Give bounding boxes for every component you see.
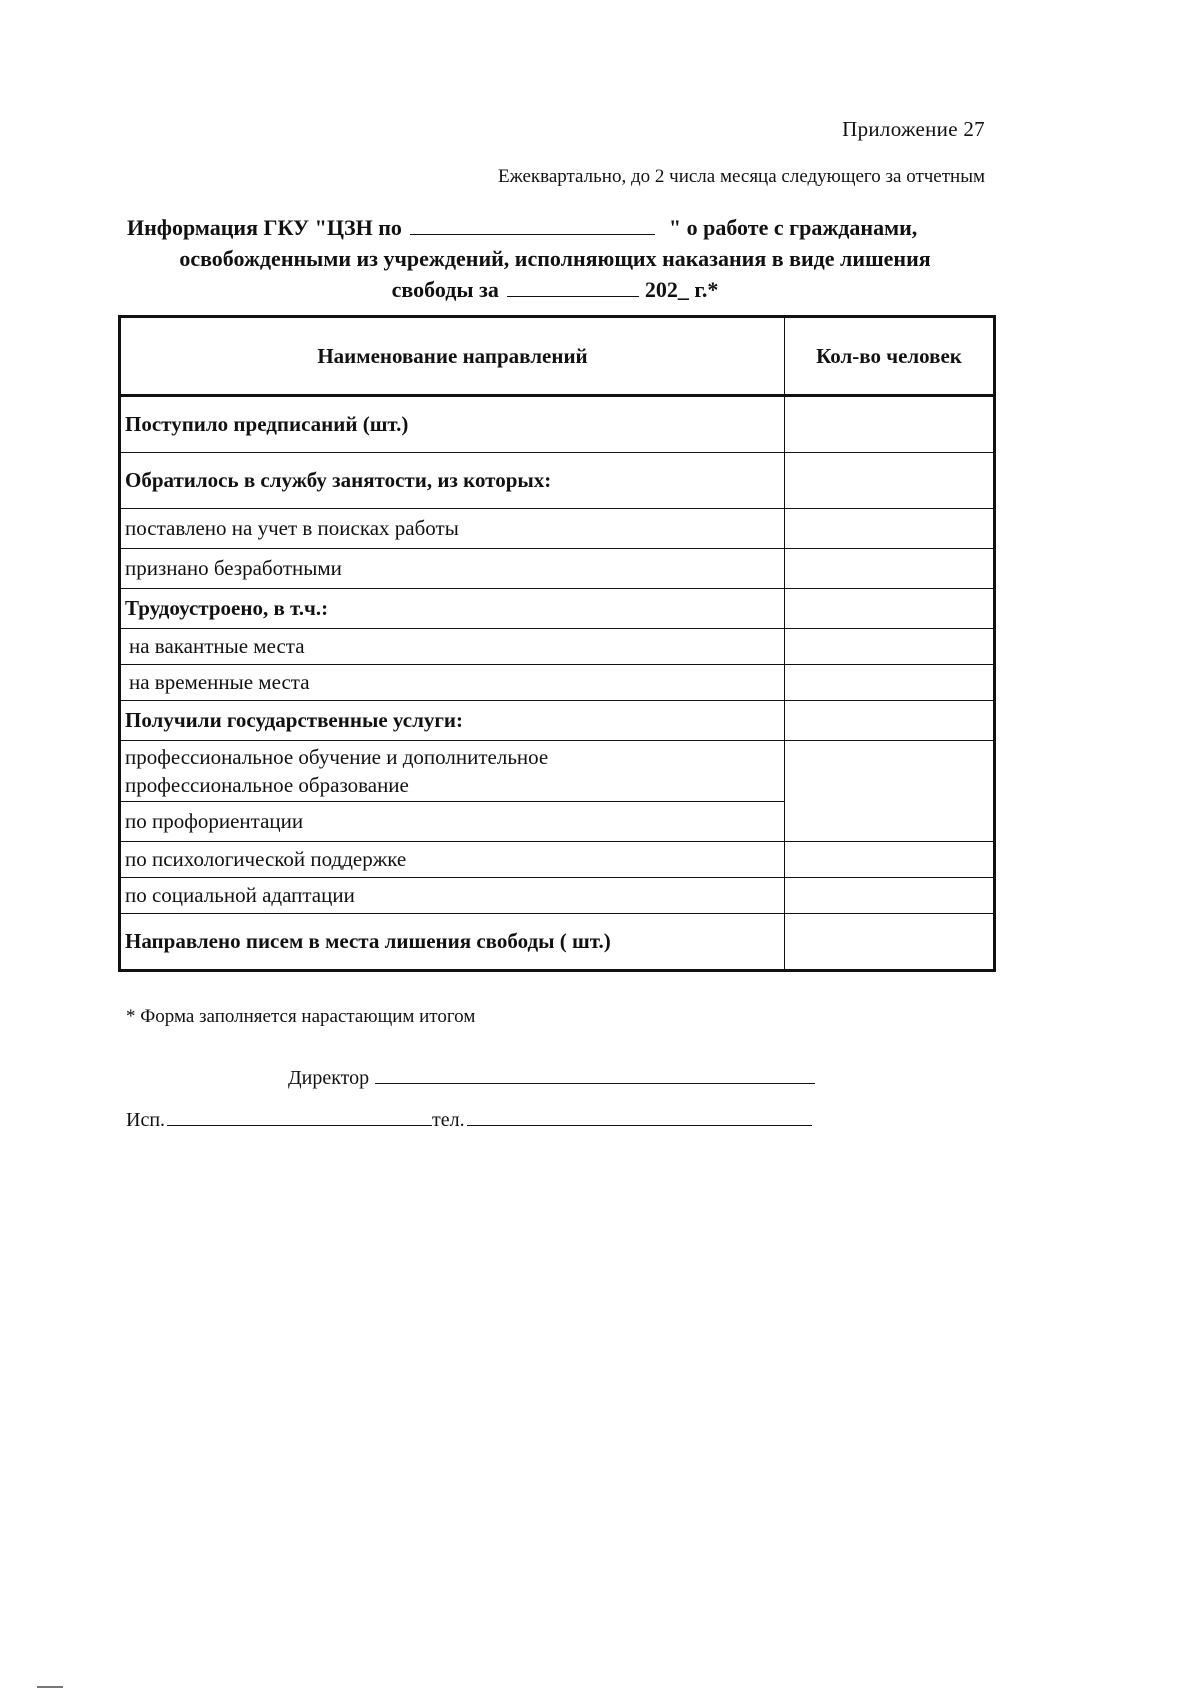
row-label: поставлено на учет в поисках работы	[120, 509, 785, 549]
table-row	[120, 629, 995, 665]
title-line-3-end: 202_ г.*	[644, 277, 719, 302]
count-cell[interactable]	[785, 842, 995, 878]
row-label: по психологической поддержке	[120, 842, 785, 878]
report-table	[118, 315, 996, 972]
director-signature-field[interactable]	[375, 1065, 815, 1084]
organization-blank-field[interactable]	[410, 216, 655, 235]
row-label: Получили государственные услуги:	[120, 701, 785, 741]
phone-field[interactable]	[467, 1107, 812, 1126]
title-line-3-start: свободы за	[391, 277, 499, 302]
row-label-line-2: профессиональное образование	[125, 773, 409, 797]
phone-label: тел.	[432, 1109, 465, 1131]
count-cell[interactable]	[785, 509, 995, 549]
table-row	[120, 509, 995, 549]
scan-mark	[37, 1686, 63, 1688]
table-header-row	[120, 317, 995, 396]
count-cell[interactable]	[785, 665, 995, 701]
count-cell[interactable]	[785, 589, 995, 629]
count-cell[interactable]	[785, 549, 995, 589]
table-row	[120, 549, 995, 589]
row-label: по профориентации	[120, 802, 785, 842]
table-row	[120, 842, 995, 878]
footnote: * Форма заполняется нарастающим итогом	[126, 1006, 476, 1027]
document-title	[115, 212, 995, 305]
column-header-count: Кол-во человек	[785, 317, 995, 396]
count-cell[interactable]	[785, 396, 995, 453]
column-header-name: Наименование направлений	[120, 317, 785, 396]
count-cell[interactable]	[785, 701, 995, 741]
row-label: признано безработными	[120, 549, 785, 589]
row-label-line-1: профессиональное обучение и дополнительное	[125, 745, 549, 769]
table-row	[120, 453, 995, 509]
table-row	[120, 396, 995, 453]
submission-periodicity: Ежеквартально, до 2 числа месяца следующего за отчетным	[497, 166, 985, 187]
table-row	[120, 701, 995, 741]
table-row	[120, 914, 995, 971]
period-blank-field[interactable]	[507, 278, 639, 297]
director-signature-line	[288, 1065, 815, 1090]
table-row	[120, 665, 995, 701]
count-cell[interactable]	[785, 453, 995, 509]
table-row	[120, 589, 995, 629]
table-row	[120, 741, 995, 802]
row-label: на временные места	[120, 665, 785, 701]
count-cell[interactable]	[785, 878, 995, 914]
executor-name-field[interactable]	[167, 1107, 432, 1126]
appendix-number: Приложение 27	[842, 117, 985, 141]
count-cell[interactable]	[785, 741, 995, 842]
director-label: Директор	[288, 1067, 370, 1089]
count-cell[interactable]	[785, 914, 995, 971]
title-line-1	[115, 212, 995, 243]
table-row	[120, 878, 995, 914]
row-label: на вакантные места	[120, 629, 785, 665]
row-label	[120, 741, 785, 802]
executor-label: Исп.	[126, 1109, 166, 1131]
row-label: по социальной адаптации	[120, 878, 785, 914]
row-label: Трудоустроено, в т.ч.:	[120, 589, 785, 629]
row-label: Направлено писем в места лишения свободы ( шт.)	[120, 914, 785, 971]
executor-line	[126, 1107, 812, 1132]
title-line-1-start: Информация ГКУ "ЦЗН по	[127, 215, 402, 240]
title-line-3	[115, 274, 995, 305]
count-cell[interactable]	[785, 629, 995, 665]
title-line-2: освобожденными из учреждений, исполняющих наказания в виде лишения	[179, 246, 931, 271]
row-label: Поступило предписаний (шт.)	[120, 396, 785, 453]
row-label: Обратилось в службу занятости, из которых:	[120, 453, 785, 509]
title-line-1-end: " о работе с гражданами,	[668, 215, 918, 240]
